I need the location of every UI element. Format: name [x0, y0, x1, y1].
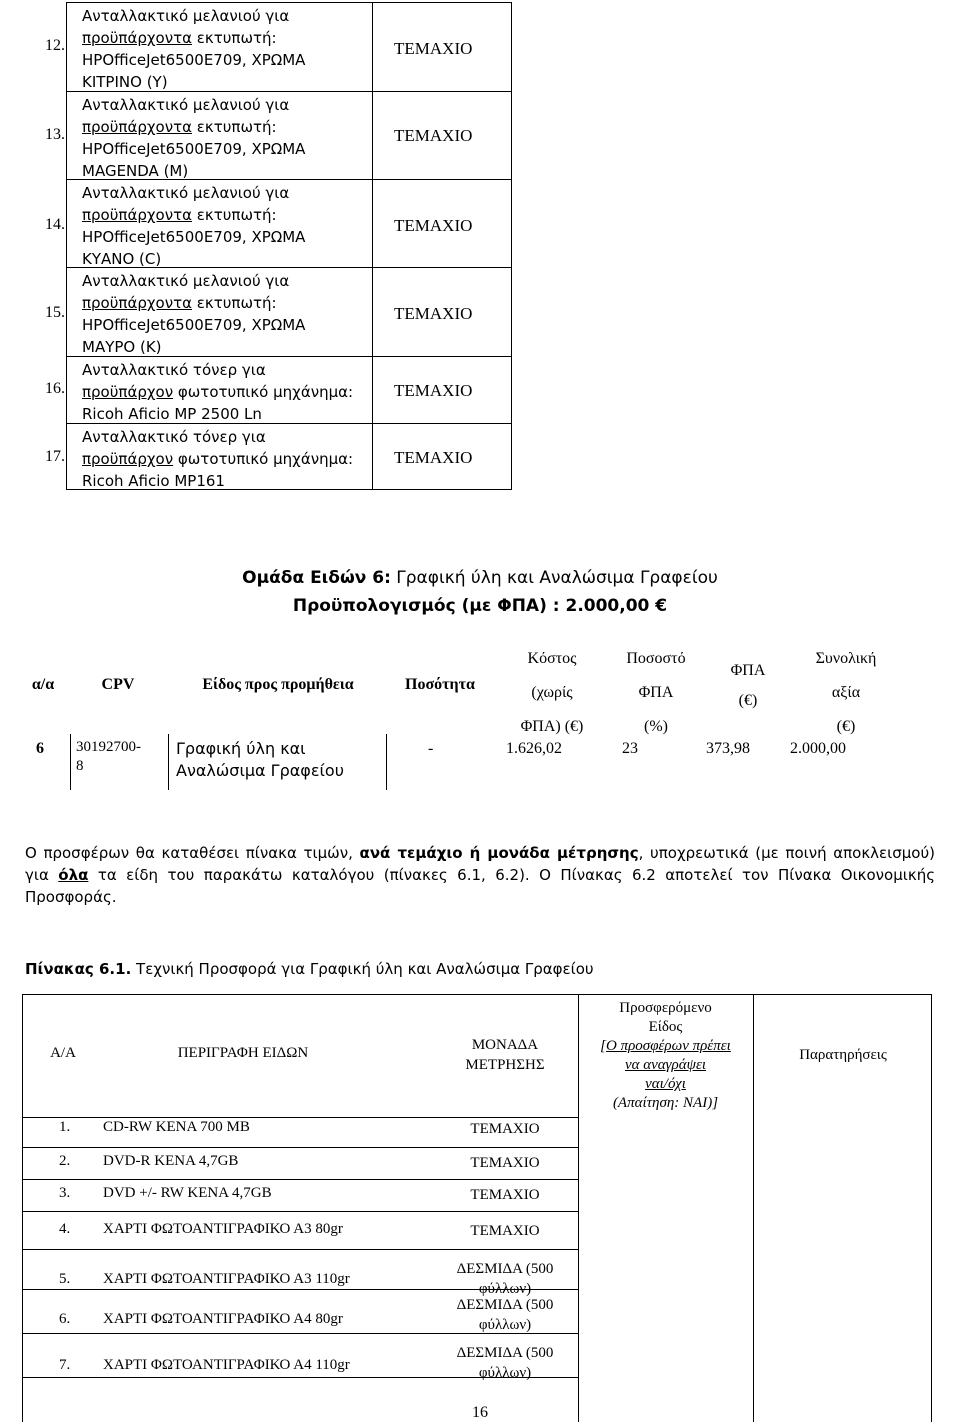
row-number: 15. [45, 304, 65, 321]
item-description: Ανταλλακτικό μελανιού για προϋπάρχοντα εκτυπωτή: HPOfficeJet6500E709, ΧΡΩΜΑ MAGENDA (M) [82, 96, 306, 180]
row-number: 17. [45, 448, 65, 465]
col-header-unit: ΜΟΝΑΔΑ ΜΕΤΡΗΣΗΣ [465, 1037, 545, 1073]
unit-label: ΤΕΜΑΧΙΟ [394, 126, 473, 145]
item-description: Ανταλλακτικό μελανιού για προϋπάρχοντα εκτυπωτή: HPOfficeJet6500E709, ΧΡΩΜΑ ΚΥΑΝΟ (C) [82, 184, 306, 268]
budget-qty: - [428, 740, 434, 757]
unit-label: ΤΕΜΑΧΙΟ [394, 448, 473, 467]
budget-vat-percent: 23 [622, 740, 638, 757]
row-number: 14. [45, 216, 65, 233]
col-header-offered-item: Προσφερόμενο Είδος [Ο προσφέρων πρέπει να αναγράψει ναι/όχι (Απαίτηση: ΝΑΙ)] [600, 1000, 731, 1111]
col-header-item: Είδος προς προμήθεια [202, 676, 354, 693]
col-header-total: Συνολική αξία (€) [815, 650, 877, 735]
row-number: 13. [45, 126, 65, 143]
offer-paragraph: Ο προσφέρων θα καταθέσει πίνακα τιμών, ανά τεμάχιο ή μονάδα μέτρησης, υποχρεωτικά (με ποινή αποκλεισμού) για όλα τα είδη του παρακάτω καταλόγου (πίνακες 6.1, 6.2). Ο Πίνακας 6.2 αποτελεί τον Πίνακα Οικονομικής Προσφοράς. [25, 844, 936, 906]
item-description: Ανταλλακτικό μελανιού για προϋπάρχοντα εκτυπωτή: HPOfficeJet6500E709, ΧΡΩΜΑ ΚΙΤΡΙΝΟ (Y) [82, 7, 306, 91]
item-description: Ανταλλακτικό τόνερ για προϋπάρχον φωτοτυπικό μηχάνημα: Ricoh Aficio MP 2500 Ln [82, 361, 354, 423]
col-header-quantity: Ποσότητα [405, 676, 475, 693]
budget-item: Γραφική ύλη και Αναλώσιμα Γραφείου [176, 739, 344, 780]
row-number: 12. [45, 37, 65, 54]
unit-label: ΤΕΜΑΧΙΟ [394, 304, 473, 323]
group-title: Ομάδα Ειδών 6: Γραφική ύλη και Αναλώσιμα Γραφείου [242, 568, 718, 588]
top-items-table [45, 2, 512, 490]
budget-aa: 6 [36, 740, 44, 757]
col-header-description: ΠΕΡΙΓΡΑΦΗ ΕΙΔΩΝ [177, 1045, 309, 1061]
unit-label: ΤΕΜΑΧΙΟ [394, 216, 473, 235]
page-number: 16 [472, 1404, 488, 1421]
budget-total: 2.000,00 [790, 740, 846, 757]
col-header-notes: Παρατηρήσεις [799, 1047, 887, 1063]
table-row [45, 92, 511, 180]
col-header-cpv: CPV [101, 676, 135, 693]
col-header-aa: α/α [31, 676, 55, 693]
col-header-vat: ΦΠΑ (€) [730, 662, 766, 709]
col-header-cost: Κόστος (χωρίς ΦΠΑ) (€) [520, 650, 584, 735]
row-number: 16. [45, 380, 65, 397]
table-row [45, 268, 511, 357]
col-header-vat-percent: Ποσοστό ΦΠΑ (%) [626, 650, 686, 735]
table-row [45, 357, 511, 424]
budget-vat: 373,98 [706, 740, 750, 757]
col-header-aa: Α/Α [50, 1045, 76, 1061]
table-row [45, 3, 511, 92]
item-description: Ανταλλακτικό τόνερ για προϋπάρχον φωτοτυπικό μηχάνημα: Ricoh Aficio MP161 [82, 428, 354, 490]
table-row [45, 424, 511, 491]
item-description: Ανταλλακτικό μελανιού για προϋπάρχοντα εκτυπωτή: HPOfficeJet6500E709, ΧΡΩΜΑ ΜΑΥΡΟ (K) [82, 272, 306, 356]
unit-label: ΤΕΜΑΧΙΟ [394, 39, 473, 58]
table-row [45, 180, 511, 268]
budget-cpv: 30192700- 8 [76, 739, 141, 774]
budget-row [18, 734, 388, 790]
group-budget: Προϋπολογισμός (με ΦΠΑ) : 2.000,00 € [292, 596, 668, 616]
technical-offer-table: Α/Α ΠΕΡΙΓΡΑΦΗ ΕΙΔΩΝ ΜΟΝΑΔΑ ΜΕΤΡΗΣΗΣ Προσφερόμενο Είδος [Ο προσφέρων πρέπει να αναγράψει ναι/όχι (Απαίτηση: ΝΑΙ)] Παρατηρήσεις 1. CD-RW KENA 700 MB ΤΕΜΑΧΙΟ 2. DVD-R KENA 4,7GB ΤΕΜΑΧΙΟ 3. DVD +/- RW KENA 4,7GB ΤΕΜΑΧΙΟ 4. ΧΑΡΤΙ ΦΩΤΟΑΝΤΙΓΡΑΦΙΚΟ Α3 80gr ΤΕΜΑΧΙΟ 5. ΧΑΡΤΙ ΦΩΤΟΑΝΤΙΓΡΑΦΙΚΟ Α3 110gr ΔΕΣΜΙΔΑ (500 φύλλων) 6. ΧΑΡΤΙ ΦΩΤΟΑΝΤΙΓΡΑΦΙΚΟ Α4 80gr ΔΕΣΜΙΔΑ (500 φύλλων) 7. ΧΑΡΤΙ ΦΩΤΟΑΝΤΙΓΡΑΦΙΚΟ Α4 110gr ΔΕΣΜΙΔΑ (500 φύλλων) [22, 994, 932, 1422]
unit-label: ΤΕΜΑΧΙΟ [394, 381, 473, 400]
table-caption: Πίνακας 6.1. Τεχνική Προσφορά για Γραφική ύλη και Αναλώσιμα Γραφείου [25, 960, 594, 978]
budget-cost: 1.626,02 [506, 740, 562, 757]
